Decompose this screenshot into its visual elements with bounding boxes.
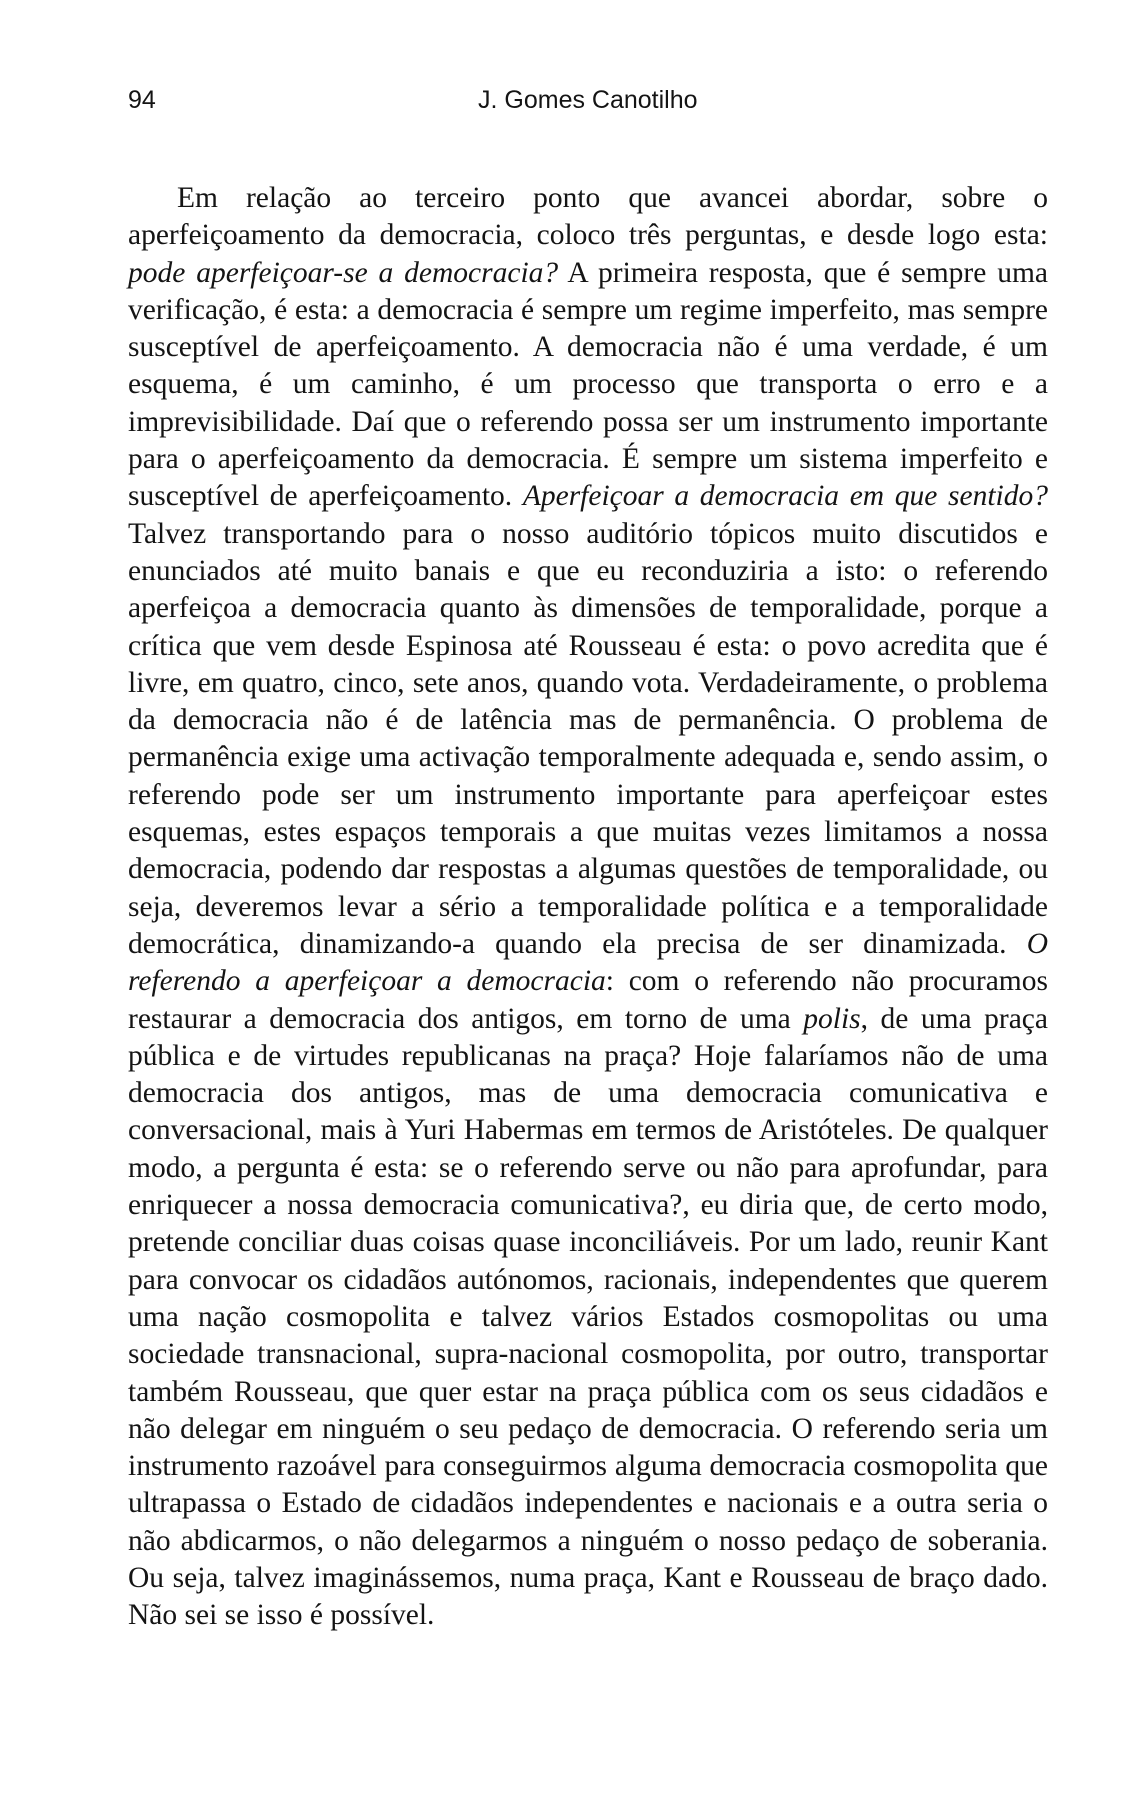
page-number: 94 [128,86,156,114]
text-run: A primeira resposta, que é sempre uma verificação, é esta: a democracia é sempre um regime imperfeito, mas sempre susceptível de aperfeiçoamento. A democracia não é uma verdade, é um esquema, é um caminho, é um processo que transporta o erro e a imprevisibilidade. Daí que o referendo possa ser um instrumento importante para o aperfeiçoamento da democracia. É sempre um sistema imperfeito e susceptível de aperfeiçoamento. [128,256,1049,513]
text-run: Em relação ao terceiro ponto que avancei abordar, sobre o aperfeiçoamento da democracia, coloco três perguntas, e desde logo esta: [128,182,1048,252]
text-run: , de uma praça pública e de virtudes republicanas na praça? Hoje falaríamos não de uma democracia dos antigos, mas de uma democracia comunicativa e conversacional, mais à Yuri Habermas em termos de Aristóteles. De qualquer modo, a pergunta é esta: se o referendo serve ou não para aprofundar, para enriquecer a nossa democracia comunicativa?, eu diria que, de certo modo, pretende conciliar duas coisas quase inconciliáveis. Por um lado, reunir Kant para convocar os cidadãos autónomos, racionais, independentes que querem uma nação cosmopolita e talvez vários Estados cosmopolitas ou uma sociedade transnacional, supra-nacional cosmopolita, por outro, transportar também Rousseau, que quer estar na praça pública com os seus cidadãos e não delegar em ninguém o seu pedaço de democracia. O referendo seria um instrumento razoável para conseguirmos alguma democracia cosmopolita que ultrapassa o Estado de cidadãos independentes e nacionais e a outra seria o não abdicarmos, o não delegarmos a ninguém o nosso pedaço de soberania. Ou seja, talvez imaginássemos, numa praça, Kant e Rousseau de braço dado. Não sei se isso é possível. [128,1002,1048,1632]
italic-question: pode aperfeiçoar-se a democracia? [128,256,559,289]
paragraph [128,180,1048,1635]
body-text [128,180,1048,1635]
text-run: : com o referendo não procuramos restaurar a democracia dos antigos, em torno de uma [128,965,1048,1035]
italic-term: polis [803,1002,861,1035]
text-run: Talvez transportando para o nosso auditório tópicos muito discutidos e enunciados até muito banais e que eu reconduziria a isto: o referendo aperfeiçoa a democracia quanto às dimensões de temporalidade, porque a crítica que vem desde Espinosa até Rousseau é esta: o povo acredita que é livre, em quatro, cinco, sete anos, quando vota. Verdadeiramente, o problema da democracia não é de latência mas de permanência. O problema de permanência exige uma activação temporalmente adequada e, sendo assim, o referendo pode ser um instrumento importante para aperfeiçoar estes esquemas, estes espaços temporais a que muitas vezes limitamos a nossa democracia, podendo dar respostas a algumas questões de temporalidade, ou seja, deveremos levar a sério a temporalidade política e a temporalidade democrática, dinamizando-a quando ela precisa de ser dinamizada. [128,517,1048,960]
italic-heading-phrase: O referendo a aperfeiçoar a democracia [128,927,1048,998]
page-header [128,86,1065,126]
italic-question: Aperfeiçoar a democracia em que sentido? [522,480,1048,513]
running-head-author: J. Gomes Canotilho [478,86,698,114]
